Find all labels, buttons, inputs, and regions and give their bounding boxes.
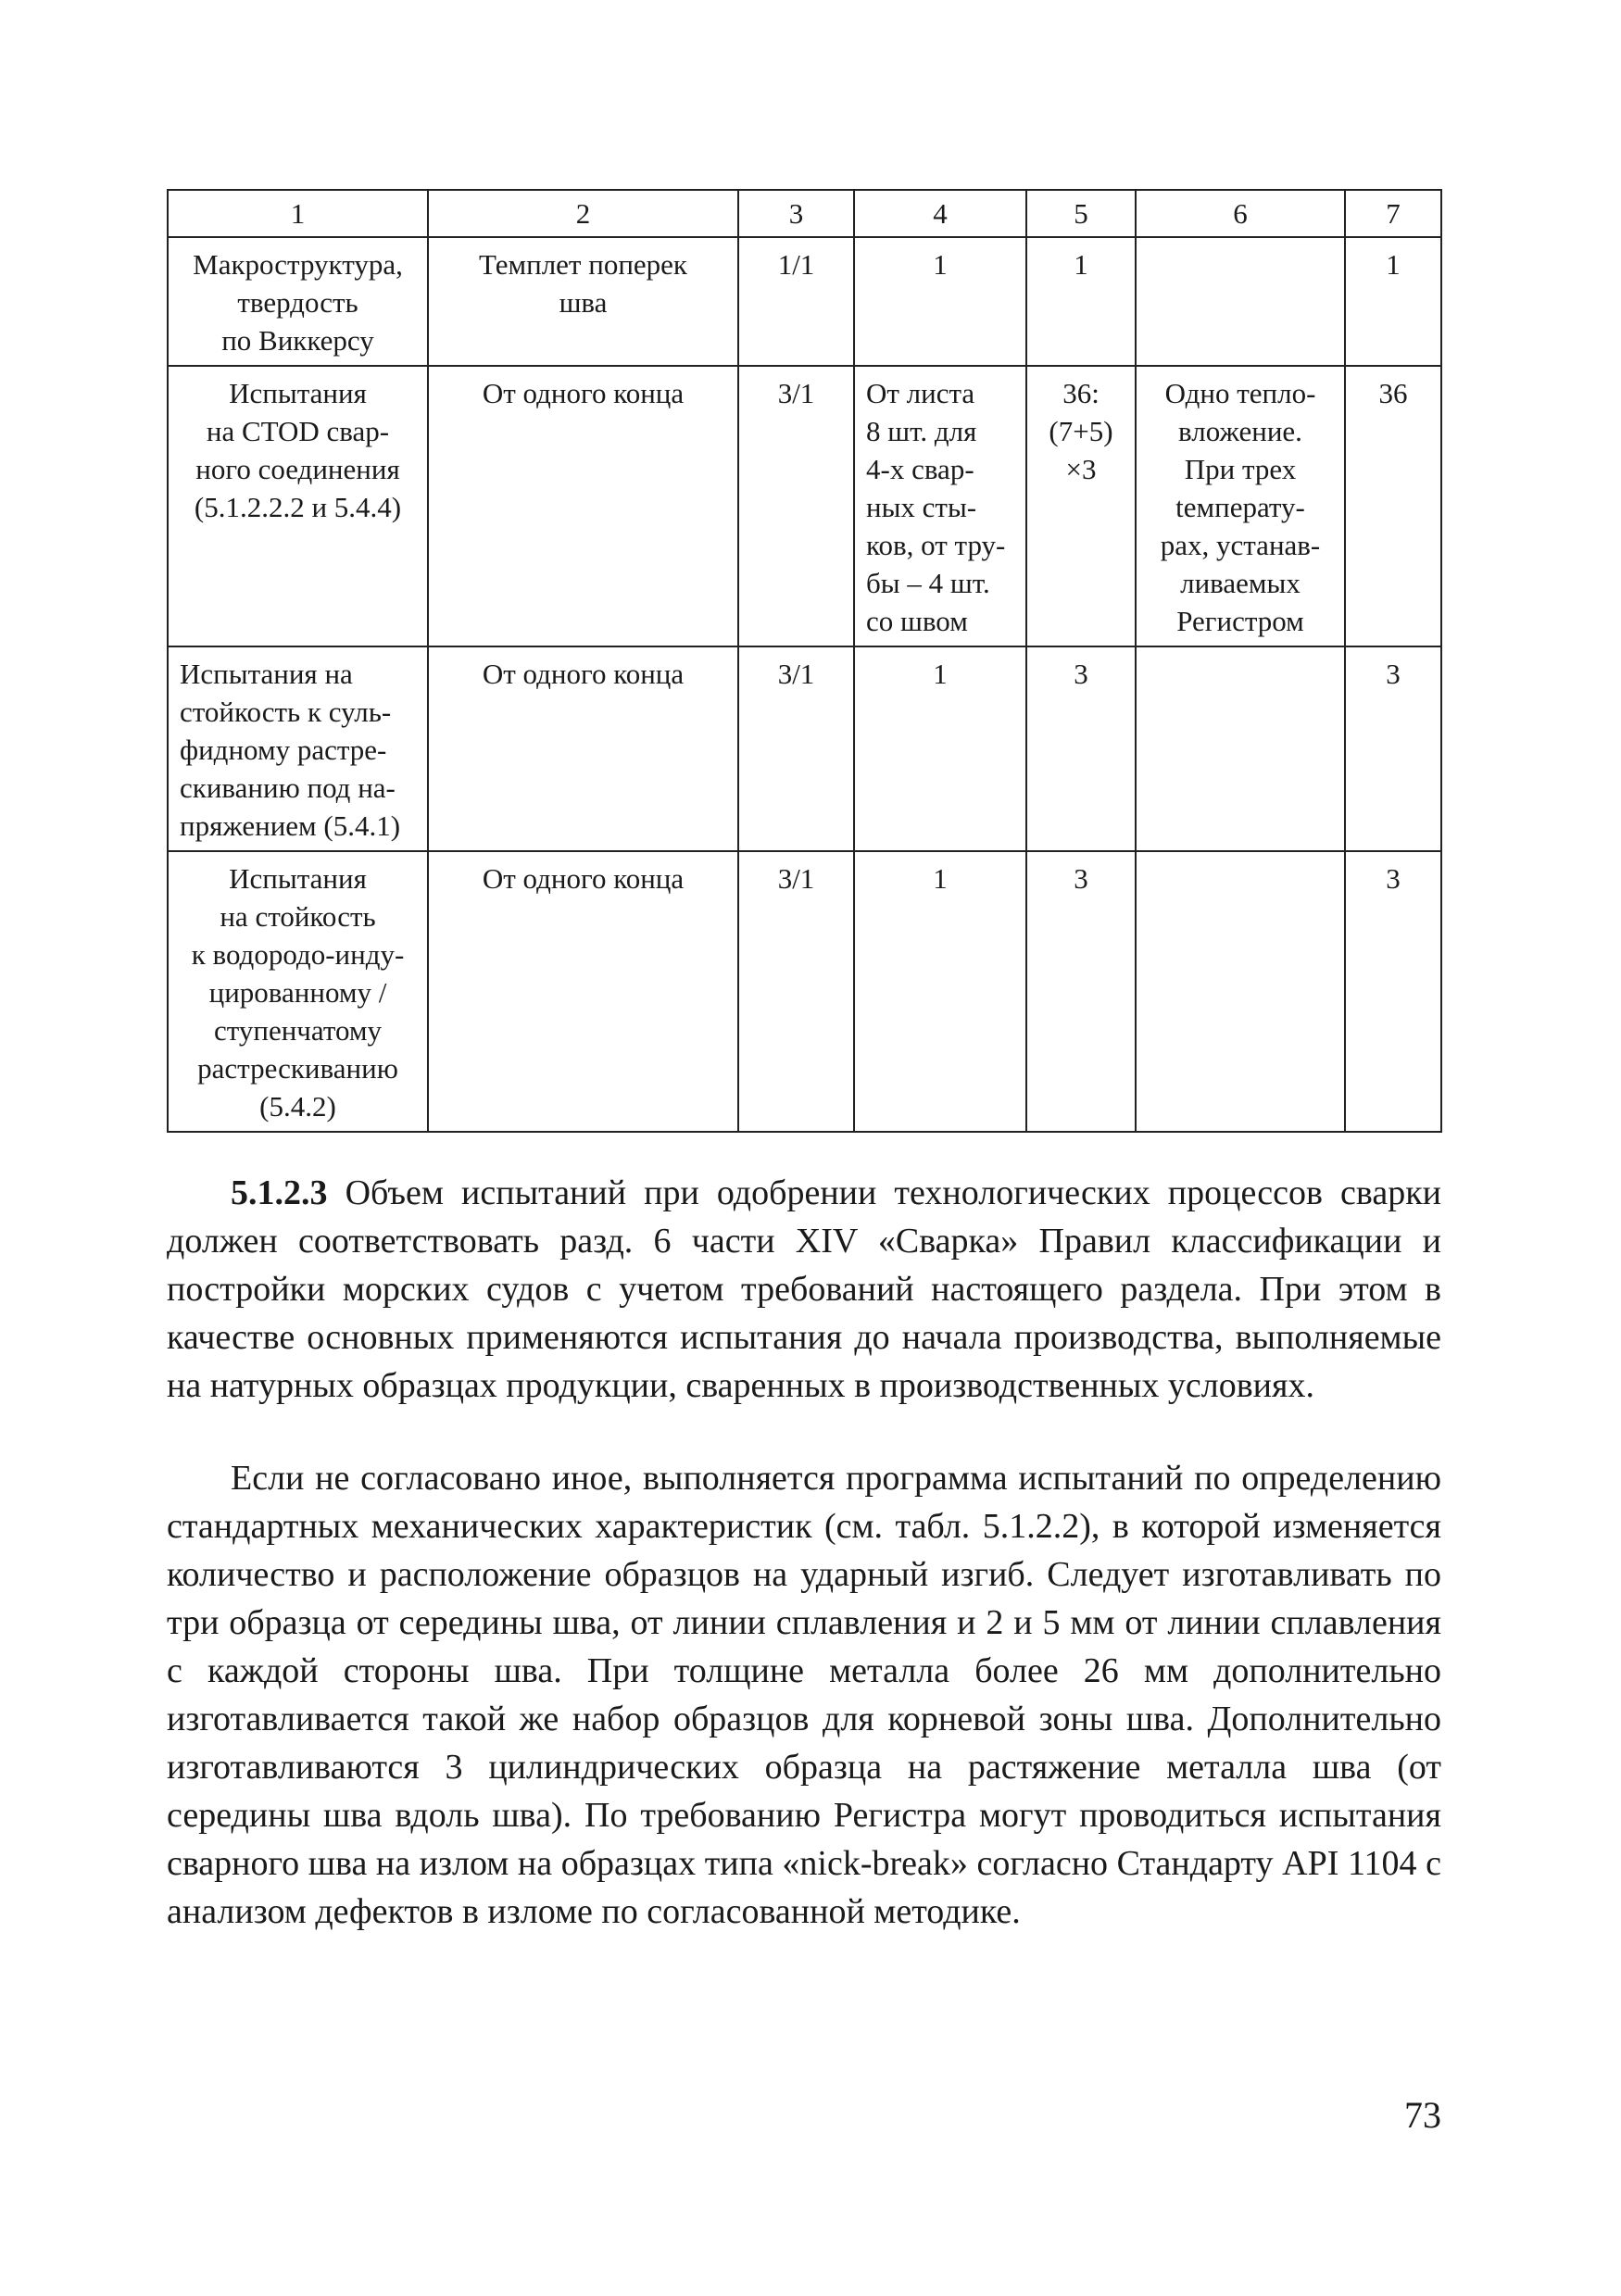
table-cell: Одно тепло- вложение. При трех tемперату- рах, устанав- ливаемых Регистром bbox=[1136, 366, 1345, 646]
table-cell: 3/1 bbox=[738, 851, 854, 1132]
table-row bbox=[168, 851, 1441, 1132]
table-cell: 1 bbox=[1345, 237, 1441, 366]
table-cell: Испытания на CTOD свар- ного соединения (5.1.2.2.2 и 5.4.4) bbox=[168, 366, 428, 646]
column-header: 3 bbox=[738, 190, 854, 237]
table-row bbox=[168, 366, 1441, 646]
table-cell: 3 bbox=[1345, 646, 1441, 851]
table-cell: 1/1 bbox=[738, 237, 854, 366]
table-cell: 1 bbox=[854, 851, 1026, 1132]
column-header: 6 bbox=[1136, 190, 1345, 237]
table-cell: 1 bbox=[854, 646, 1026, 851]
paragraph bbox=[167, 1169, 1441, 1410]
page-number: 73 bbox=[1404, 2094, 1441, 2136]
table-cell bbox=[1136, 237, 1345, 366]
column-header: 4 bbox=[854, 190, 1026, 237]
table-cell: 36: (7+5) ×3 bbox=[1026, 366, 1136, 646]
paragraph-text: Объем испытаний при одобрении технологических процессов сварки должен соответствовать разд. 6 части XIV «Сварка» Правил классификации и постройки морских судов с учетом требований настоящего раздела. При этом в качестве основных применяются испытания до начала производства, выполняемые на натурных образцах продукции, сваренных в производственных условиях. bbox=[167, 1173, 1441, 1405]
table-cell: Макроструктура, твердость по Виккерсу bbox=[168, 237, 428, 366]
column-header: 2 bbox=[428, 190, 738, 237]
table-row bbox=[168, 646, 1441, 851]
table-cell bbox=[1136, 851, 1345, 1132]
table-cell: От одного конца bbox=[428, 851, 738, 1132]
table-cell: Испытания на стойкость к суль- фидному растре- скиванию под на- пряжением (5.4.1) bbox=[168, 646, 428, 851]
table-cell bbox=[1136, 646, 1345, 851]
table-cell: 3/1 bbox=[738, 366, 854, 646]
paragraph-5-1-2-3 bbox=[167, 1169, 1441, 1410]
paragraph-program bbox=[167, 1454, 1441, 1936]
table-cell: Темплет поперек шва bbox=[428, 237, 738, 366]
column-header: 1 bbox=[168, 190, 428, 237]
table-cell: 3/1 bbox=[738, 646, 854, 851]
column-header: 7 bbox=[1345, 190, 1441, 237]
table-cell: 3 bbox=[1345, 851, 1441, 1132]
specimen-table bbox=[167, 189, 1442, 1133]
table-row bbox=[168, 237, 1441, 366]
table-cell: От одного конца bbox=[428, 366, 738, 646]
column-header: 5 bbox=[1026, 190, 1136, 237]
table-cell: 3 bbox=[1026, 646, 1136, 851]
table-cell: Испытания на стойкость к водородо-инду- цированному / ступенчатому растрескиванию (5.4.2) bbox=[168, 851, 428, 1132]
paragraph: Если не согласовано иное, выполняется программа испытаний по определению стандартных механических характеристик (см. табл. 5.1.2.2), в которой изменяется количество и расположение образцов на ударный изгиб. Следует изготавливать по три образца от середины шва, от линии сплавления и 2 и 5 мм от линии сплавления с каждой стороны шва. При толщине металла более 26 мм дополнительно изготавливается такой же набор образцов для корневой зоны шва. Дополнительно изготавливаются 3 цилиндрических образца на растяжение металла шва (от середины шва вдоль шва). По требованию Регистра могут проводиться испытания сварного шва на излом на образцах типа «nick-break» согласно Стандарту API 1104 с анализом дефектов в изломе по согласованной методике. bbox=[167, 1459, 1441, 1931]
table-header-row bbox=[168, 190, 1441, 237]
table-cell: От листа 8 шт. для 4-х свар- ных сты- ков, от тру- бы – 4 шт. со швом bbox=[854, 366, 1026, 646]
table-cell: От одного конца bbox=[428, 646, 738, 851]
table-cell: 1 bbox=[854, 237, 1026, 366]
section-number: 5.1.2.3 bbox=[231, 1173, 328, 1212]
table-cell: 1 bbox=[1026, 237, 1136, 366]
table-cell: 3 bbox=[1026, 851, 1136, 1132]
table-cell: 36 bbox=[1345, 366, 1441, 646]
